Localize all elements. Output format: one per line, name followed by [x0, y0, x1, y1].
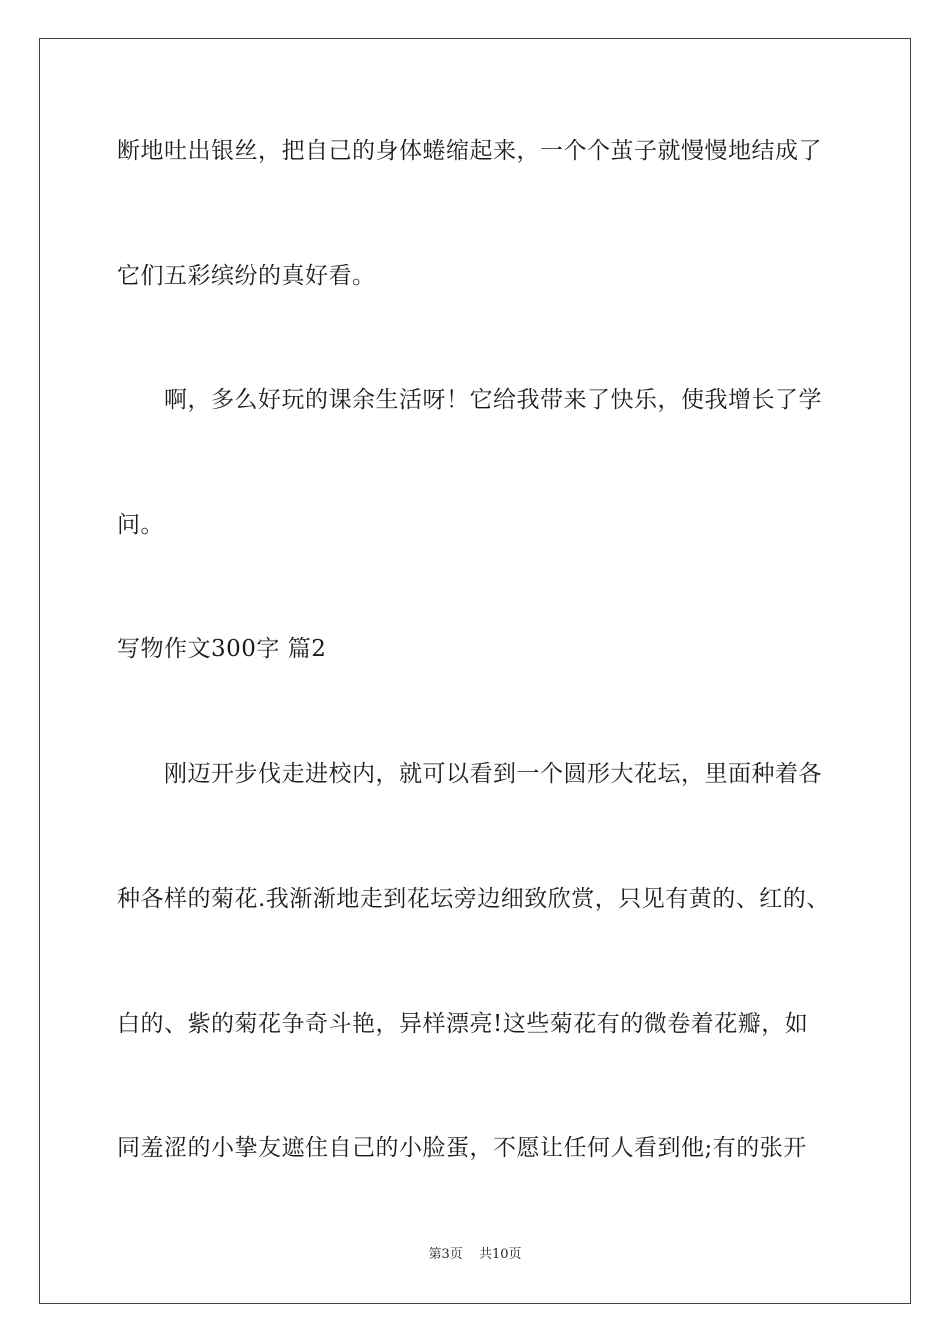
page-frame [39, 38, 911, 1304]
paragraph-line: 它们五彩缤纷的真好看。 [117, 263, 376, 289]
paragraph-line: 断地吐出银丝，把自己的身体蜷缩起来，一个个茧子就慢慢地结成了 [117, 138, 822, 164]
paragraph-line: 同羞涩的小挚友遮住自己的小脸蛋，不愿让任何人看到他;有的张开 [117, 1135, 807, 1161]
section-heading: 写物作文300字 篇2 [117, 636, 327, 662]
paragraph-line: 啊，多么好玩的课余生活呀！它给我带来了快乐，使我增长了学 [164, 387, 822, 413]
page-number: 第3页 [428, 1247, 463, 1262]
paragraph-line: 刚迈开步伐走进校内，就可以看到一个圆形大花坛，里面种着各 [164, 761, 822, 787]
paragraph-line: 白的、紫的菊花争奇斗艳，异样漂亮!这些菊花有的微卷着花瓣，如 [117, 1011, 809, 1037]
paragraph-line: 种各样的菊花.我渐渐地走到花坛旁边细致欣赏，只见有黄的、红的、 [117, 886, 830, 912]
page-total: 共10页 [478, 1247, 522, 1262]
page-footer [0, 1247, 950, 1263]
paragraph-line: 问。 [117, 512, 164, 538]
